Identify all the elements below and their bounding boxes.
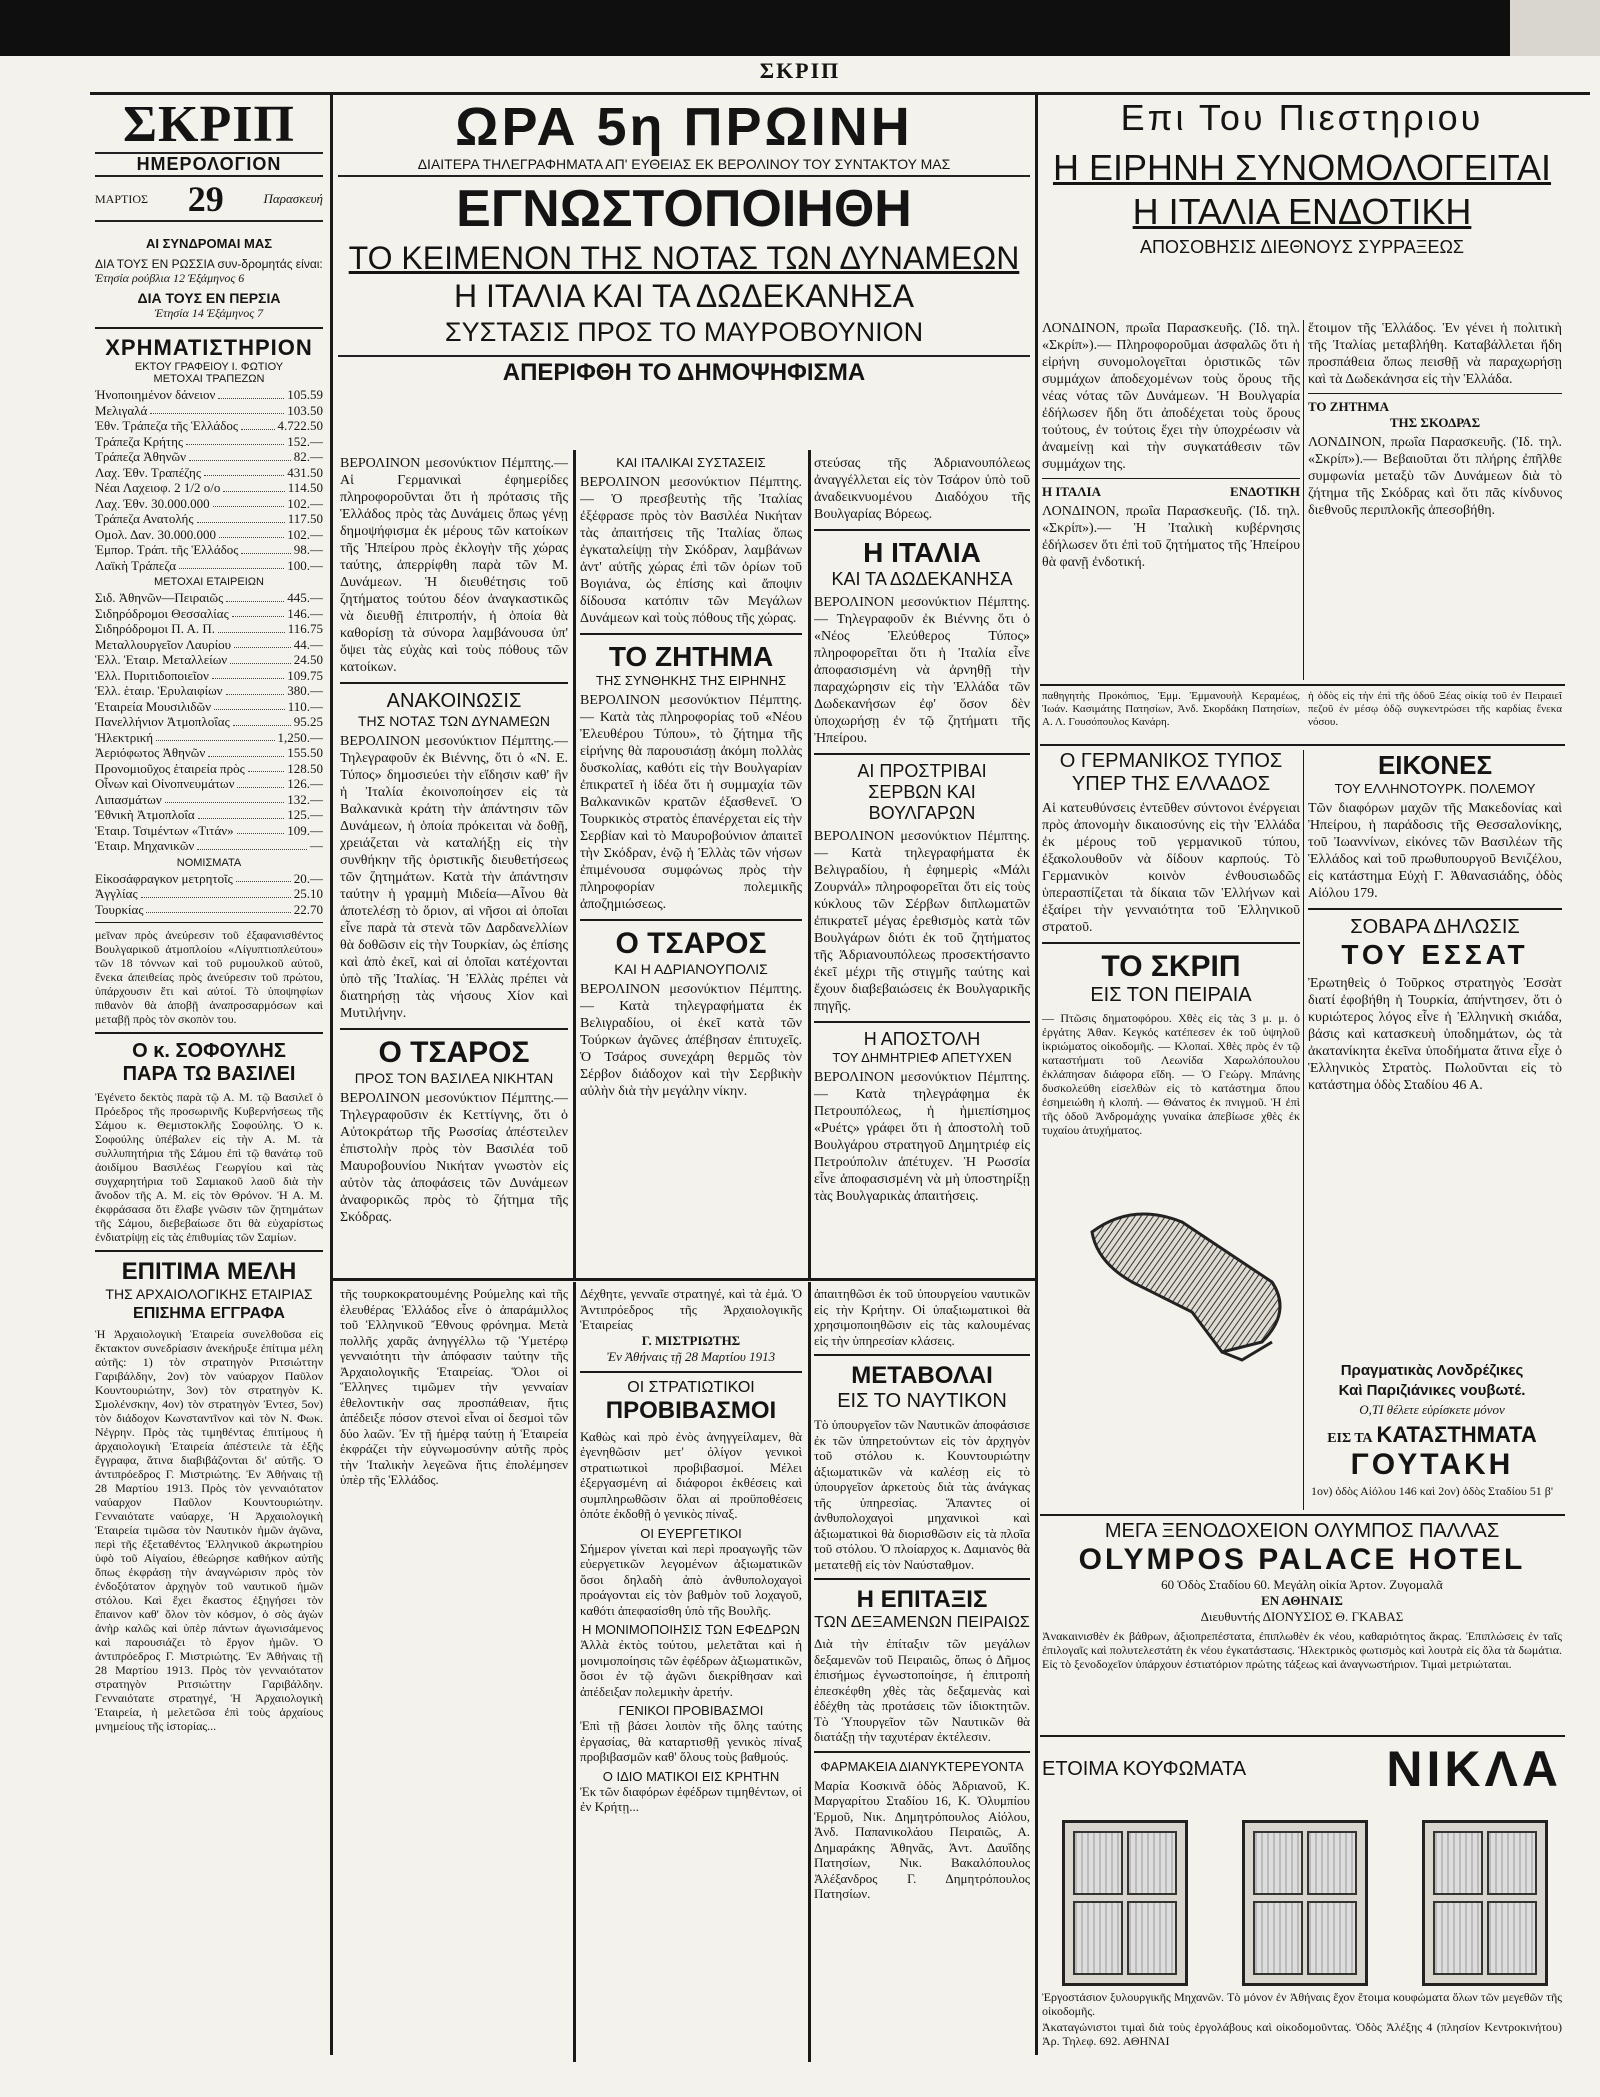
companies-value: 126.— bbox=[287, 776, 323, 791]
banks-value: 100.— bbox=[287, 557, 323, 573]
rule-v-right-a bbox=[1303, 320, 1304, 680]
ital-systaseis-title: ΚΑΙ ΙΤΑΛΙΚΑΙ ΣΥΣΤΑΣΕΙΣ bbox=[616, 455, 766, 470]
banks-row bbox=[95, 480, 323, 496]
right-col-c bbox=[1042, 750, 1300, 1190]
companies-name: Οἶνων καὶ Οἰνοπνευμάτων bbox=[95, 776, 235, 791]
headline-egnostopoiithi: ΕΓΝΩΣΤΟΠΟΙΗΘΗ bbox=[456, 180, 912, 238]
prov-sub1-text: Σήμερον γίνεται καὶ περὶ προαγωγῆς τῶν εὐεργετικῶν λεγομένων ἀξιωματικῶν ὅσοι δηλαδὴ ἀπὸ ἀνθυπολοχαγοὶ προάγονται εἰς τὸν βαθμὸν τοῦ λοχαγοῦ, καθότι ἀπεφασίσθη ὑπὸ τῆς Βουλῆς. bbox=[580, 1540, 802, 1618]
subs-russia-price: Έτησία ρούβλια 12 Έξάμηνος 6 bbox=[95, 271, 245, 285]
prov-sub2-text: Ἀλλὰ ἐκτὸς τούτου, μελετᾶται καὶ ἡ μονιμοποίησις τῶν ἐφέδρων ἀξιωματικῶν, ὅσοι ἐν τῷ ἀγῶνι διεκρίθησαν καὶ ἀπέδειξαν πολεμικὴν ἀρετήν. bbox=[580, 1637, 802, 1699]
banks-name: Λαχ. Έθν. Τραπέζης bbox=[95, 464, 201, 480]
epitima-subtitle2: ΕΠΙΣΗΜΑ ΕΓΓΡΑΦΑ bbox=[133, 1305, 285, 1322]
date-month: ΜΑΡΤΙΟΣ bbox=[95, 191, 148, 206]
right-col-b bbox=[1308, 320, 1562, 680]
press-headline-2: Η ΙΤΑΛΙΑ ΕΝΔΟΤΙΚΗ bbox=[1132, 191, 1472, 232]
metavolai-subtitle: ΕΙΣ ΤΟ ΝΑΥΤΙΚΟΝ bbox=[837, 1390, 1007, 1412]
companies-name: Ἑταιρ. Τσιμέντων «Τιτάν» bbox=[95, 822, 234, 838]
companies-row bbox=[95, 621, 323, 637]
left-logo: ΣΚΡΙΠ bbox=[123, 98, 295, 153]
calendar-title: ΗΜΕΡΟΛΟΓΙΟΝ bbox=[95, 152, 323, 177]
anak-text: ΒΕΡΟΛΙΝΟΝ μεσονύκτιον Πέμπτης.— Τηλεγραφοῦν ἐκ Βιέννης, ὅτι ὁ «Ν. Ε. Τύπος» δημοσιεύει τὴν εἴδησιν καθ' ἣν ἡ Ἰταλία ἐκοινοποίησεν εἰς τὰ Βαλκανικὰ κράτη τὴν ἀπάντησιν τῶν Δυνάμεων, ἡ ὁποία πρόκειται νὰ δοθῇ, χρειάζεται νὰ καταλήξῃ εἰς τὴν συνθήκην τῆς ὁριστικῆς διευθετήσεως τῶν ζητημάτων. Κατὰ τὴν ἀπάντησιν ταύτην ἡ γραμμὴ Μιδεία—Αἶνου θὰ ἀποτελέσῃ τὸ ὅριον, αἱ νῆσοι αἱ ὁποῖαι εἶνε παρὰ τὰ στενὰ τῶν Δαρδανελλίων θὰ δοθῶσιν εἰς τὴν Τουρκίαν, ὡς ἐπίσης καὶ ἀπὸ ἐκεῖ, καὶ αἱ ὁποῖαι κατέχονται ὑπὸ τῆς Ἰταλίας. Ἡ Ἑλλὰς πρέπει νὰ διατηρήσῃ τὰς νήσους Χίον καὶ Μυτιλήνην. bbox=[340, 734, 568, 1021]
companies-row bbox=[95, 668, 323, 684]
center-headlines bbox=[338, 98, 1030, 450]
rule-v-left bbox=[330, 95, 333, 2055]
companies-value: 109.75 bbox=[287, 667, 323, 683]
hotel-director: Διευθυντής ΔΙΟΝΥΣΙΟΣ Θ. ΓΚΑΒΑΣ bbox=[1200, 1609, 1404, 1624]
lower2-sign: Γ. ΜΙΣΤΡΙΩΤΗΣ bbox=[641, 1332, 741, 1348]
companies-name: Πανελλήνιον Ἀτμοπλοΐας bbox=[95, 714, 230, 729]
currency-value: 20.— bbox=[293, 870, 323, 886]
banks-value: 102.— bbox=[287, 495, 323, 511]
center-col-1 bbox=[340, 455, 568, 1275]
hotel-ad bbox=[1042, 1520, 1562, 1730]
date-day: 29 bbox=[187, 179, 224, 219]
companies-value: 380.— bbox=[287, 683, 323, 698]
companies-value: 445.— bbox=[287, 590, 323, 605]
press-b-text: ἕτοιμον τῆς Ἑλλάδος. Ἐν γένει ἡ πολιτικὴ τῆς Ἰταλίας μεταβλήθη. Καταβάλλεται ἤδη προσπάθεια ὅπως πεισθῇ νὰ παραχωρήσῃ καὶ τὰ Δωδεκάνησα εἰς τὴν Ἑλλάδα. bbox=[1308, 321, 1562, 387]
epitima-title: ΕΠΙΤΙΜΑ ΜΕΛΗ bbox=[121, 1258, 297, 1285]
companies-name: Σιδηρόδρομοι Θεσσαλίας bbox=[95, 605, 229, 621]
nikla-text: Ἐργοστάσιον ξυλουργικῆς Μηχανῶν. Τὸ μόνον ἐν Ἀθήναις ἔχον ἕτοιμα κουφώματα ὅλων τῶν μεγεθῶν τῆς οἰκοδομῆς. bbox=[1042, 1990, 1562, 2018]
anak-title: ΑΝΑΚΟΙΝΩΣΙΣ bbox=[386, 690, 522, 712]
companies-value: 146.— bbox=[287, 605, 323, 621]
door-illustration-1 bbox=[1062, 1820, 1188, 1986]
exchange-title: ΧΡΗΜΑΤΙΣΤΗΡΙΟΝ bbox=[105, 335, 313, 360]
metavolai-text: Τὸ ὑπουργεῖον τῶν Ναυτικῶν ἀποφάσισε ἐκ τῶν ὑπηρετούντων εἰς τὸν ἀρχηγὸν τοῦ στόλου κ. Κουντουριώτην ἀξιωματικῶν νὰ καλέσῃ εἰς τὸ ὑπουργεῖον ἀρκετοὺς διὰ τὰς ἀνάγκας τῆς ὑπηρεσίας. Ἅπαντες οἱ ἀνθυπολοχαγοὶ μηχανικοὶ καὶ ἀξιωματικοὶ θὰ διορισθῶσιν εἰς τὰ πλοῖα τοῦ στόλου. Ὁ πλοίαρχος κ. Δαμιανὸς θὰ μετατεθῇ εἰς τὸν Ναύσταθμον. bbox=[814, 1417, 1030, 1572]
banks-name: Ήνοποιημένον δάνειον bbox=[95, 387, 216, 402]
companies-value: 132.— bbox=[287, 791, 323, 807]
hotel-address: 60 Ὁδὸς Σταδίου 60. Μεγάλη οἰκία Ἀρτον. Ζυγομαλᾶ bbox=[1161, 1577, 1443, 1592]
companies-value: 110.— bbox=[287, 698, 323, 714]
right-col-a bbox=[1042, 320, 1300, 680]
shoe-illustration bbox=[1072, 1192, 1312, 1362]
companies-name: Ἀεριόφωτος Ἀθηνῶν bbox=[95, 745, 206, 760]
epitaxis-subtitle: ΤΩΝ ΔΕΞΑΜΕΝΩΝ ΠΕΙΡΑΙΩΣ bbox=[814, 1614, 1030, 1631]
right-mid-b bbox=[1308, 690, 1562, 740]
lower1-text: τῆς τουρκοκρατουμένης Ρούμελης καὶ τῆς ἐλευθέρας Ἑλλάδος εἶνε ὁ ἀπαράμιλλος τοῦ Ἑλληνικοῦ Ἔθνους φρόνημα. Μετὰ πολλῆς χαρᾶς ἀνηγγέλλω τῷ Ὑμετέρῳ γενναιότητι τὴν ἀπόφασιν ταύτην τῆς Ἀρχαιολογικῆς Ἑταιρείας. Ὅλοι οἱ Ἕλληνες τιμῶμεν τὴν γενναίαν ἐθελοντικὴν σας προσπάθειαν, ἥτις ἀπέδειξε πόσον στενοὶ εἶναι οἱ δεσμοὶ τῶν δύο λαῶν. Ἐν τῇ ἡμέρᾳ ταύτῃ ἡ Ἑταιρεία ἐκφράζει τὴν εὐγνωμοσύνην αὐτῆς πρὸς τὴν Ἰταλικὴν λεγεῶνα ἥτις ἐπολέμησεν ὑπὲρ τῆς Ἑλλάδος. bbox=[340, 1286, 568, 1487]
companies-name: Προνομιοῦχος ἑταιρεία πρὸς bbox=[95, 760, 245, 776]
shoe-ad bbox=[1042, 1192, 1562, 1512]
rule-v-l2 bbox=[808, 1282, 811, 2062]
currency-value: 22.70 bbox=[293, 901, 323, 917]
masthead-title: ΣΚΡΙΠ bbox=[759, 58, 841, 83]
headline-italia: Η ΙΤΑΛΙΑ ΚΑΙ ΤΑ ΔΩΔΕΚΑΝΗΣΑ bbox=[454, 278, 914, 314]
banks-row bbox=[95, 527, 323, 543]
prostrivai-subtitle: ΣΕΡΒΩΝ ΚΑΙ ΒΟΥΛΓΑΡΩΝ bbox=[868, 782, 976, 823]
prov-subtitle: ΠΡΟΒΙΒΑΣΜΟΙ bbox=[605, 1396, 777, 1424]
shoe-store-row bbox=[1302, 1422, 1562, 1448]
shoe-caption-1: Πραγματικὰς Λονδρέζικες bbox=[1340, 1362, 1524, 1379]
banks-value: 114.50 bbox=[287, 480, 323, 495]
banks-row bbox=[95, 418, 323, 434]
companies-name: Λιπασμάτων bbox=[95, 791, 162, 807]
banks-row bbox=[95, 449, 323, 465]
nikla-lead: ΕΤΟΙΜΑ ΚΟΥΦΩΜΑΤΑ bbox=[1042, 1757, 1247, 1780]
banks-list bbox=[95, 387, 323, 573]
sofoulis-subtitle: ΠΑΡΑ ΤΩ ΒΑΣΙΛΕΙ bbox=[122, 1063, 296, 1085]
col1-text: ΒΕΡΟΛΙΝΟΝ μεσονύκτιον Πέμπτης.— Αἱ Γερμανικαὶ ἐφημερίδες πληροφοροῦνται ὅτι ἡ πρότασις τῆς Ἑλλάδος πρὸς τὰς Δυνάμεις ὅπως γένῃ δημοψήφισμα ἐκ μέρους τῶν κατοίκων τῆς Ἠπείρου πρὸς ἐκλογὴν τῆς χώρας ταύτης, ἀπερρίφθη παρὰ τῶν Μ. Δυνάμεων. Ἡ διευθέτησις τοῦ ζητήματος τούτου δέον ἀναγκαστικῶς νὰ διευθῇ ἐπιτροπήν, ἡ ὁποία θὰ καθορίσῃ τὰ σύνορα λαμβάνουσα ὑπ' ὄψει τὰς εὐχὰς καὶ τοὺς πόθους τῶν κατοίκων. bbox=[340, 456, 568, 675]
shoe-store-address: 1ον) ὁδὸς Αἰόλου 146 καὶ 2ον) ὁδὸς Σταδίου 51 β' bbox=[1310, 1484, 1554, 1498]
eikones-text: Τῶν διαφόρων μαχῶν τῆς Μακεδονίας καὶ Ἠπείρου, ἡ παράδοσις τῆς Θεσσαλονίκης, τοῦ Ἰωαννίνων, εἰκόνες τῶν Βασιλέων τῆς Ἑλλάδος καὶ τοῦ πρωθυπουργοῦ Βενιζέλου, εἰς κατάστημα Εὐχὴ Γ. Ἀθανασιάδης, ὁδὸς Αἰόλου 179. bbox=[1308, 801, 1562, 901]
shoe-caption-2: Καὶ Παριζιάνικες νουβωτέ. bbox=[1338, 1382, 1526, 1399]
companies-list bbox=[95, 590, 323, 854]
center-col-3 bbox=[814, 455, 1030, 1275]
banks-value: 105.59 bbox=[287, 387, 323, 402]
tsaros2-text: ΒΕΡΟΛΙΝΟΝ μεσονύκτιον Πέμπτης.— Κατὰ τηλεγραφήματα ἐκ Βελιγραδίου, οἱ ἐκεῖ κατὰ τῶν Τούρκων ἀγῶνες ἀπέβησαν ἐπιτυχεῖς. Ὁ Τσάρος συνεχάρη θερμῶς τὸν Σέρβον διάδοχον καὶ τὴν Σερβικὴν αὐλὴν διὰ τὴν μεγάλην νίκην. bbox=[580, 982, 802, 1099]
banks-value: 103.50 bbox=[287, 402, 323, 418]
eikones-title: ΕΙΚΟΝΕΣ bbox=[1377, 750, 1493, 780]
epitaxis-title: Η ΕΠΙΤΑΞΙΣ bbox=[856, 1586, 988, 1613]
banks-row bbox=[95, 511, 323, 527]
companies-value: 155.50 bbox=[287, 745, 323, 760]
zitima-title: ΤΟ ΖΗΤΗΜΑ bbox=[608, 641, 774, 672]
right-rule-3 bbox=[1040, 1514, 1565, 1516]
banks-row bbox=[95, 558, 323, 574]
hotel-city: ΕΝ ΑΘΗΝΑΙΣ bbox=[1261, 1593, 1343, 1608]
mid-rule bbox=[333, 1278, 1035, 1281]
companies-name: Ἠλεκτρική bbox=[95, 729, 154, 745]
companies-name: Ἑταιρεία Μουσιλιδῶν bbox=[95, 698, 211, 714]
door-illustration-3 bbox=[1422, 1820, 1548, 1986]
right-rule-2 bbox=[1040, 744, 1565, 746]
banks-value: 102.— bbox=[287, 526, 323, 542]
rule-v-c1 bbox=[573, 450, 576, 1280]
companies-value: 125.— bbox=[287, 807, 323, 822]
banks-row bbox=[95, 403, 323, 419]
tsaros2-title: Ο ΤΣΑΡΟΣ bbox=[615, 927, 767, 960]
esat-title: ΣΟΒΑΡΑ ΔΗΛΩΣΙΣ bbox=[1350, 916, 1520, 938]
banks-row bbox=[95, 387, 323, 403]
hotel-title: ΜΕΓΑ ΞΕΝΟΔΟΧΕΙΟΝ ΟΛΥΜΠΟΣ ΠΑΛΛΑΣ bbox=[1104, 1520, 1500, 1542]
hotel-name-en: OLYMPOS PALACE HOTEL bbox=[1078, 1543, 1526, 1576]
currency-name: Ἀγγλίας bbox=[95, 886, 138, 901]
currency-row bbox=[95, 902, 323, 918]
prostrivai-title: ΑΙ ΠΡΟΣΤΡΙΒΑΙ bbox=[857, 761, 987, 781]
lower-col-1 bbox=[340, 1286, 568, 2066]
banks-row bbox=[95, 496, 323, 512]
subs-persia-price: Έτησία 14 Έξάμηνος 7 bbox=[154, 306, 264, 320]
hotel-text: Ἀνακαινισθὲν ἐκ βάθρων, ἀξιοπρεπέστατα, ἐπιπλωθὲν ἐκ νέου, καθαριότητος ἄκρας. Ἐπιπλώσεις ἐν ταῖς ἐπιλογαῖς καὶ πολυτελεστάτη ἐκ νέου ἐγκατάστασις. Ἡλεκτρικὸς φωτισμὸς καὶ λουτρὰ εἰς ὅλα τὰ δωμάτια. Εἰς τὸ ξενοδοχεῖον ὑπάρχουν ἐστιατόριον πρώτης τάξεως καὶ ἀναγνωστήριον. Τιμαὶ μετριώταται. bbox=[1042, 1629, 1562, 1671]
prov-text: Καθὼς καὶ πρὸ ἐνὸς ἀνηγγείλαμεν, θὰ ἐγενηθῶσιν μετ' ὀλίγον γενικοὶ στρατιωτικοὶ προβιβασμοί. Μέλει ἐξεργασμένη αἱ διάφοροι ἐκθέσεις καὶ συμπληρωθῶσιν ὅλαι αἱ προϋποθέσεις ὁπότε ἐκδοθῇ ὁ γενικὸς πίναξ. bbox=[580, 1428, 802, 1521]
companies-row bbox=[95, 606, 323, 622]
subs-persia: ΔΙΑ ΤΟΥΣ ΕΝ ΠΕΡΣΙΑ bbox=[137, 290, 281, 306]
tsaros-title: Ο ΤΣΑΡΟΣ bbox=[378, 1036, 530, 1069]
typos-subtitle: ΥΠΕΡ ΤΗΣ ΕΛΛΑΔΟΣ bbox=[1071, 773, 1271, 795]
companies-name: Ἑλλ. Πυριτιδοποιεῖον bbox=[95, 667, 209, 683]
banks-name: Έμπορ. Τράπ. τῆς Ἑλλάδος bbox=[95, 542, 239, 557]
companies-value: 116.75 bbox=[287, 621, 323, 636]
main-headline: ΩΡΑ 5η ΠΡΩΙΝΗ bbox=[455, 98, 913, 157]
currency-row bbox=[95, 871, 323, 887]
exchange-banks-title: ΜΕΤΟΧΑΙ ΤΡΑΠΕΖΩΝ bbox=[153, 373, 265, 385]
epitima-subtitle: ΤΗΣ ΑΡΧΑΙΟΛΟΓΙΚΗΣ ΕΤΑΙΡΙΑΣ bbox=[105, 1286, 313, 1302]
banks-name: Ομολ. Δαν. 30.000.000 bbox=[95, 526, 216, 542]
farmakeia-text: Μαρία Κοσκινᾶ ὁδὸς Ἀδριανοῦ, Κ. Μαργαρίτου Σταδίου 16, Κ. Ὀλυμπίου Ἑρμοῦ, Νικ. Δημητρόπουλος Αἰόλου, Ἀνδ. Παπανικολάου Πειραιῶς, Α. Δημαράκης Ἀθηνᾶς, Ἀντ. Δαυΐδης Πατησίων, Νικ. Βακαλόπουλος Ἀλέξανδρος Γ. Δημητρόπουλος Πατησίων. bbox=[814, 1777, 1030, 1901]
companies-row bbox=[95, 714, 323, 730]
top-black-strip bbox=[0, 0, 1600, 56]
companies-row bbox=[95, 792, 323, 808]
eikones-subtitle: ΤΟΥ ΕΛΛΗΝΟΤΟΥΡΚ. ΠΟΛΕΜΟΥ bbox=[1334, 781, 1536, 796]
subs-title: ΑΙ ΣΥΝΔΡΟΜΑΙ ΜΑΣ bbox=[145, 236, 273, 251]
italia-subtitle: ΚΑΙ ΤΑ ΔΩΔΕΚΑΝΗΣΑ bbox=[831, 569, 1013, 589]
epitaxis-text: Διὰ τὴν ἐπίταξιν τῶν μεγάλων δεξαμενῶν τοῦ Πειραιῶς, ὅπως ὁ Δῆμος ἐπισήμως ἐγνωστοποίησε, ἡ ἐπιτροπὴ ἐπεσκέφθη χθὲς τὰς δεξαμενὰς καὶ ἐδέχθη τὰς προτάσεις τῶν ἰδιοκτητῶν. Τὸ Ὑπουργεῖον τῶν Ναυτικῶν θὰ διατάξῃ τὴν ταχυτέραν ἐκτέλεσιν. bbox=[814, 1636, 1030, 1744]
sofoulis-text: Ἐγένετο δεκτὸς παρὰ τῷ Α. Μ. τῷ Βασιλεῖ ὁ Πρόεδρος τῆς προσωρινῆς Κυβερνήσεως τῆς Σάμου κ. Θεμιστοκλῆς Σοφούλης. Ὁ κ. Σοφούλης ὑπέβαλεν εἰς τὴν Α. Μ. τὰ συλλυπητήρια τῆς Σάμου ἐπὶ τῷ θανάτῳ τοῦ ἀοιδίμου Βασιλέως Γεωργίου καὶ τὰς συγχαρητήρια τοῦ Σαμιακοῦ λαοῦ διὰ τὴν ἄνοδον τῆς Α. Μ. εἰς τὸν Θρόνον. Ἡ Α. Μ. ἐκφράσασα ὅτι ἔλαβε γνῶσιν τῶν ζητημάτων τῆς Σάμου, διεβεβαίωσε ὅτι θὰ εὐχαρίστως ἐνδιατρίψῃ εἰς τὰς ἐπιθυμίας τῶν Σαμίων. bbox=[95, 1090, 323, 1244]
zitima-text: ΒΕΡΟΛΙΝΟΝ μεσονύκτιον Πέμπτης.— Κατὰ τὰς πληροφορίας τοῦ «Νέου Ἐλευθέρου Τύπου», τὸ ζήτημα τῆς εἰρήνης θὰ παρουσιάσῃ ἀκόμη πολλὰς δυσκολίας, καθότι εἰς τὴν Βουλγαρίαν ἐπικρατεῖ ἡ ἰδέα ὅτι ἡ συμμαχία τῶν Βαλκανικῶν κρατῶν ἐξασθενεῖ. Ὁ Τουρκικὸς στρατὸς ἐπανέρχεται εἰς τὴν Σερβίαν καὶ τὸ Μαυροβούνιον ἀπαιτεῖ τὴν Σκόδραν, ἐνῷ ἡ Ἑλλὰς τῶν νήσων ἐπιμένουσα συμφώνως πρὸς τὴν πληροφορίαν πολεμικῆς ἀποζημιώσεως. bbox=[580, 693, 802, 912]
left-column bbox=[95, 98, 323, 2078]
banks-name: Τράπεζα Ἀθηνῶν bbox=[95, 449, 186, 464]
prostrivai-text: ΒΕΡΟΛΙΝΟΝ μεσονύκτιον Πέμπτης.— Κατὰ τηλεγραφήματα ἐκ Βελιγραδίου, ἡ ἐφημερὶς «Μάλι Ζουρνάλ» πληροφορεῖται ὅτι εἰς τοὺς κύκλους τῶν Σέρβων διπλωματῶν ἐπικρατεῖ μέγας ἐρεθισμὸς κατὰ τῶν Βουλγάρων διότι ἐκ τοῦ ζητήματος τῆς Ἀδριανουπόλεως προσεκτήσαντο ἐκεῖ μέχρι τῆς στιγμῆς ταύτης καὶ ἔχουν διαβεβαιώσεις ἐκ Βουλγαρικῆς πηγῆς. bbox=[814, 829, 1030, 1014]
companies-name: Σιδ. Ἀθηνῶν—Πειραιῶς bbox=[95, 590, 224, 605]
currency-list bbox=[95, 871, 323, 918]
lower2-text: Δέχθητε, γενναῖε στρατηγέ, καὶ τὰ ἐμά. Ὁ Ἀντιπρόεδρος τῆς Ἀρχαιολογικῆς Ἑταιρείας bbox=[580, 1286, 802, 1332]
italia-text: ΒΕΡΟΛΙΝΟΝ μεσονύκτιον Πέμπτης.— Τηλεγραφοῦν ἐκ Βιέννης ὅτι ὁ «Νέος Ἐλεύθερος Τύπος» πληροφορεῖται ὅτι ἡ Ἰταλία εἶνε ἀποφασισμένη νὰ ἀρνηθῇ τὴν παραχώρησιν εἰς τὴν Ἑλλάδα τῶν Δωδεκανήσων ἐφ' ὅσον δὲν ὑποχωρήσῃ ἐν τῷ ζητήματι τῆς Ἠπείρου. bbox=[814, 595, 1030, 746]
apostoli-title: Η ΑΠΟΣΤΟΛΗ bbox=[863, 1029, 981, 1049]
companies-value: 1,250.— bbox=[277, 729, 323, 745]
headline-keimenon: ΤΟ ΚΕΙΜΕΝΟΝ ΤΗΣ ΝΟΤΑΣ ΤΩΝ ΔΥΝΑΜΕΩΝ bbox=[348, 240, 1020, 276]
italia-heading: Η ΙΤΑΛΙΑ bbox=[1042, 484, 1101, 499]
right-headlines bbox=[1042, 96, 1562, 316]
metavolai-top-text: ἀπαιτηθῶσι ἐκ τοῦ ὑπουργείου ναυτικῶν εἰς τὴν Κρήτην. Οἱ ὑπαξιωματικοὶ θὰ χρησιμοποιηθῶσιν εἰς τὰς καλουμένας εἰς τὴν ὑπηρεσίαν κλάσεις. bbox=[814, 1286, 1030, 1348]
companies-value: — bbox=[310, 838, 323, 853]
tsaros-subtitle: ΠΡΟΣ ΤΟΝ ΒΑΣΙΛΕΑ ΝΙΚΗΤΑΝ bbox=[354, 1070, 554, 1086]
companies-row bbox=[95, 590, 323, 606]
metavolai-title: ΜΕΤΑΒΟΛΑΙ bbox=[851, 1362, 993, 1389]
companies-name: Μεταλλουργεῖον Λαυρίου bbox=[95, 636, 232, 652]
companies-row bbox=[95, 807, 323, 823]
shoe-caption-3: Ο,ΤΙ θέλετε εὑρίσκετε μόνον bbox=[1359, 1402, 1505, 1417]
companies-value: 95.25 bbox=[293, 714, 323, 729]
companies-value: 109.— bbox=[287, 822, 323, 838]
banks-row bbox=[95, 542, 323, 558]
companies-row bbox=[95, 699, 323, 715]
mid-text-a: παθηγητὴς Προκόπιος, Ἐμμ. Ἐμμανουὴλ Κεραμέως, Ἰωάν. Κασιμάτης Πατησίων, Ἀνδ. Σκορδάκη Πατησίων, Α. Λ. Γουσόπουλος Κανάρη. bbox=[1042, 690, 1300, 728]
prov-sub3-text: Ἐπὶ τῇ βάσει λοιπὸν τῆς ὅλης ταύτης ἐργασίας, θὰ καταρτισθῇ γενικὸς πίναξ προβιβασμῶν καθ' ὅλους τοὺς βαθμούς. bbox=[580, 1718, 802, 1764]
shoe-store-lead: ΕΙΣ ΤΑ bbox=[1327, 1431, 1373, 1446]
banks-row bbox=[95, 434, 323, 450]
currency-value: 25.10 bbox=[293, 886, 323, 901]
companies-row bbox=[95, 652, 323, 668]
subs-russia: ΔΙΑ ΤΟΥΣ ΕΝ ΡΩΣΣΙΑ συν-δρομητάς είναι: bbox=[95, 257, 323, 271]
apostoli-text: ΒΕΡΟΛΙΝΟΝ μεσονύκτιον Πέμπτης.— Κατὰ τηλεγράφημα ἐκ Πετρουπόλεως, ἡ ἡμιεπίσημος «Ρυέτς» γράφει ὅτι ἡ ἀποστολὴ τοῦ Βουλγάρου στρατηγοῦ Δημητριέφ εἰς Πετρούπολιν ἀπέτυχεν. Ἡ Ρωσσία εἶνε ἀποφασισμένη νὰ μὴ ὑποστηρίξῃ τὰς Βουλγαρικὰς ἀπαιτήσεις. bbox=[814, 1070, 1030, 1204]
lower2-date: Ἐν Ἀθήναις τῇ 28 Μαρτίου 1913 bbox=[606, 1348, 776, 1364]
apostoli-subtitle: ΤΟΥ ΔΗΜΗΤΡΙΕΦ ΑΠΕΤΥΧΕΝ bbox=[832, 1050, 1012, 1065]
rule-v-l1 bbox=[573, 1282, 576, 2062]
prov-sub4-text: Ἐκ τῶν διαφόρων ἐφέδρων τιμηθέντων, οἱ ἐν Κρήτῃ... bbox=[580, 1783, 802, 1814]
banks-value: 152.— bbox=[287, 433, 323, 449]
companies-value: 44.— bbox=[293, 636, 323, 652]
nikla-header-row bbox=[1042, 1740, 1562, 1798]
pireus-text: — Πτῶσις δηματοφόρου. Χθὲς εἰς τὰς 3 μ. μ. ὁ ἐργάτης Ἀθαν. Κεγκός κατέπεσεν ἐκ τοῦ ὑψηλοῦ ἰκριώματος οἰκοδομῆς. — Κλοπαί. Χθὲς πρὸς ἐν τῷ καταστήματι τοῦ Λεωνίδα Χαρωλόπουλου ἐκλάπησαν διάφορα εἴδη. — Ὁ Γεώργ. Μπάνης δυσκολεύθη εἰσελθὼν εἰς τὸ κατάστημα ὅπου ἐσημειώθη ἡ κλοπή. — Θάνατος ἐκ πνιγμοῦ. Ἡ ἐπὶ τῆς ὁδοῦ Ἀνδρομάχης γυναίκα ἀπεβίωσε χθὲς ἐκ τυχαίου ἀτυχήματος. bbox=[1042, 1011, 1300, 1137]
epitima-text: Ἡ Ἀρχαιολογικὴ Ἑταιρεία συνελθοῦσα εἰς ἔκτακτον συνεδρίασιν ἀνεκήρυξε ἐπίτιμα μέλη αὐτῆς: 1) τὸν στρατηγὸν Ριτσιώττην Γαριβάλδην, 2ον) τὸν ναύαρχον Παῦλον Κουντουριώτην, 3ον) τὸν στρατηγὸν Κ. Σμολένσκην, 4ον) τὸν στρατηγὸν Ἐντεσ, 5ον) τὸν διάδοχον Κωνσταντῖνον καὶ τὸν Ν. Φωκ. Νέγρην. Πρὸς τὰς τιμηθέντας ἐπιτίμους ἡ ἀρχαιολογικὴ Ἑταιρεία ἀπέστειλε τὰ ἑξῆς ἔγγραφα, ἅτινα διαβιβάζονται δι' αὐτῆς. Ὁ ἀντιπρόεδρος Γ. Μιστριώτης. Ἐν Ἀθήναις τῇ 28 Μαρτίου 1913. Πρὸς τὸν γενναιότατον ναύαρχον Παῦλον Κουντουριώτην. Γενναιότατε ναύαρχε, Ἡ Ἀρχαιολογικὴ Ἑταιρεία τιμῶσα τὸν Ναυτικὸν ἡμῶν ἀγῶνα, περὶ τῆς ἐξεταθέντος Ἑλληνικοῦ ἀκρωτηρίου ὑφὸ τοῦ Αἰγαίου, ἐθεώρησε καθήκον αὐτῆς ὅπως ἐκφράσῃ τὴν ἀναγνώρισιν πρὸς τὸν ἐνδοξότατον ἀρχηγὸν τοῦ ναυτικοῦ ἡμῶν στόλου. Καὶ ἔχει ἕκαστος ἐξηγήσει τὸν ἔπαινον καθ' ὅλον τὸν κόσμον, ὁ σὸς ἀγὼν ἀνὴρ καλῶς καὶ ὑπὲρ πάντων ἀγωνισάμενος καὶ παρουσιάζει τὸ ἔργον ἡμῶν. Ὁ ἀντιπρόεδρος Γ. Μιστριώτης. Ἐν Ἀθήναις τῇ 28 Μαρτίου 1913. Πρὸς τὸν γενναιότατον στρατηγὸν Ριτσιώττην Γαριβάλδην. Γενναιότατε στρατηγέ, Ἡ Ἀρχαιολογικὴ Ἑταιρεία, ἡ μελετῶσα ἐπὶ τοὺς ἀρχαίους μνημείους τῆς ἱστορίας... bbox=[95, 1327, 323, 1733]
companies-name: Ἑταιρ. Μηχανικῶν bbox=[95, 838, 195, 853]
pireus-subtitle: ΕΙΣ ΤΟΝ ΠΕΙΡΑΙΑ bbox=[1090, 984, 1252, 1006]
banks-name: Έθν. Τράπεζα τῆς Ἑλλάδος bbox=[95, 418, 238, 433]
esat-subtitle: ΤΟΥ ΕΣΣΑΤ bbox=[1341, 939, 1529, 970]
prov-sub2: Η ΜΟΝΙΜΟΠΟΙΗΣΙΣ ΤΩΝ ΕΦΕΔΡΩΝ bbox=[581, 1622, 801, 1637]
companies-name: Ἐθνικὴ Ἀτμοπλοΐα bbox=[95, 807, 195, 822]
prov-title: ΟΙ ΣΤΡΑΤΙΩΤΙΚΟΙ bbox=[627, 1378, 755, 1396]
prov-sub1: ΟΙ ΕΥΕΡΓΕΤΙΚΟΙ bbox=[640, 1525, 742, 1541]
anak-subtitle: ΤΗΣ ΝΟΤΑΣ ΤΩΝ ΔΥΝΑΜΕΩΝ bbox=[357, 713, 550, 729]
date-weekday: Παρασκευή bbox=[263, 191, 323, 206]
ital-systaseis-text: ΒΕΡΟΛΙΝΟΝ μεσονύκτιον Πέμπτης.— Ὁ πρεσβευτὴς τῆς Ἰταλίας ἐξέφρασε πρὸς τὸν Βασιλέα Νικήταν τὰς ἀπαιτήσεις τῆς Ἰταλίας ὅπως ἐγκαταλείψῃ τὴν Σκόδραν, λαμβάνων ἀντ' αὐτῆς χώρας ἐπὶ τῶν ὁρίων τοῦ Βογιάνα, ὡς ἐπίσης καὶ ἄποψιν δίδουσα κατόπιν τῶν Μεγάλων Δυνάμεων καὶ τοὺς πόθους τῆς χώρας. bbox=[580, 475, 802, 626]
door-illustration-2 bbox=[1242, 1820, 1368, 1986]
note-text: μεῖναν πρὸς ἀνεύρεσιν τοῦ ἐξαφανισθέντος Βουλγαρικοῦ ἀτμοπλοίου «Λίγυπτιοπλεύτου» τῶν 18 τόννων καὶ τοῦ ρυμουλκοῦ αὐτοῦ, ἕνεκα ἀπειθείας πρὸς ἀνεύρεσιν τοῦ πρώτου, ὑπάρχουσιν ἔτι καὶ αὐτοί. Τὸ ὑποψηφίων πιθανὸν θὰ ἀποβῇ ἀναπροσαρμόσων καὶ μεταβῇ πρὸς τὸν σκοπὸν του. bbox=[95, 928, 323, 1026]
banks-row bbox=[95, 465, 323, 481]
banks-value: 4.722.50 bbox=[277, 418, 323, 433]
companies-row bbox=[95, 730, 323, 746]
rule-v-c2 bbox=[808, 450, 811, 1280]
companies-row bbox=[95, 823, 323, 839]
headline-systasis: ΣΥΣΤΑΣΙΣ ΠΡΟΣ ΤΟ ΜΑΥΡΟΒΟΥΝΙΟΝ bbox=[444, 317, 924, 347]
esat-text: Ἐρωτηθεὶς ὁ Τοῦρκος στρατηγὸς Ἐσσὰτ διατί ἐφοβήθη ἡ Τουρκία, ἀπήντησεν, ὅτι ὁ κυριώτερος λόγος εἶνε ἡ Ἑλληνικὴ σκιάδα, βάσις καὶ κατασκευὴ ὑποδημάτων, ὡς τὰ ἀκατανίκητα ἐκεῖνα ὑποδήματα ἅτινα εἶχε ὁ Ἑλληνικὸς Στρατὸς. Πωλοῦνται εἰς τὸ κατάστημα ὁδὸς Σταδίου 46 Α. bbox=[1308, 976, 1562, 1093]
right-rule-4 bbox=[1040, 1735, 1565, 1737]
currency-row bbox=[95, 886, 323, 902]
top-strip-gap bbox=[1510, 0, 1600, 56]
press-section-title: Επι Του Πιεστηριου bbox=[1120, 97, 1484, 138]
banks-value: 82.— bbox=[293, 449, 323, 464]
currency-title: ΝΟΜΙΣΜΑΤΑ bbox=[176, 856, 242, 869]
banks-value: 431.50 bbox=[287, 464, 323, 480]
skodra-subtitle: ΤΗΣ ΣΚΟΔΡΑΣ bbox=[1389, 415, 1481, 430]
companies-name: Ἑλλ. ἑταιρ. Ἑρυλαιφίων bbox=[95, 683, 223, 698]
italia-title: Η ΙΤΑΛΙΑ bbox=[863, 537, 981, 568]
pireus-title: ΤΟ ΣΚΡΙΠ bbox=[1101, 950, 1241, 983]
press-a-text: ΛΟΝΔΙΝΟΝ, πρωΐα Παρασκευῆς. (Ἰδ. τηλ. «Σκρίπ»).— Πληροφοροῦμαι ἀσφαλῶς ὅτι ἡ εἰρήνη συνομολογεῖται ὁριστικῶς τῶν συμμάχων ἀποδεχομένων τοὺς ὅρους τῆς νέας νότας τῶν Δυνάμεων. Ἡ Βουλγαρία ἐδήλωσεν ἤδη ὅτι ἀποδέχεται τοὺς ὅρους τούτους, ἐν τούτοις ἔχει τὴν ὑποχρέωσιν νὰ ἀναμείνῃ καὶ τὴν συγκατάθεσιν τῶν συμμάχων της. bbox=[1042, 321, 1300, 472]
prov-sub4: Ο ΙΔΙΟ ΜΑΤΙΚΟΙ ΕΙΣ ΚΡΗΤΗΝ bbox=[602, 1768, 780, 1784]
tsaros-text: ΒΕΡΟΛΙΝΟΝ μεσονύκτιον Πέμπτης.— Τηλεγραφοῦσιν ἐκ Κεττίγνης, ὅτι ὁ Αὐτοκράτωρ τῆς Ρωσσίας ἀπέστειλεν ἐπιστολὴν πρὸς τὸν Βασιλέα τοῦ Μαυροβουνίου Νικήταν γνωστὸν εἰς αὐτὸν τὰς ἀποφάσεις τῶν Δυνάμεων ἀναφορικῶς πρὸς τὸ ζήτημα τῆς Σκόδρας. bbox=[340, 1091, 568, 1225]
skodra-title: ΤΟ ΖΗΤΗΜΑ bbox=[1308, 399, 1390, 414]
shoe-store-name: ΓΟΥΤΑΚΗ bbox=[1350, 1448, 1514, 1481]
lower-col-3 bbox=[814, 1286, 1030, 2066]
banks-name: Τράπεζα Ανατολής bbox=[95, 511, 194, 526]
typos-text: Αἱ κατευθύνσεις ἐντεῦθεν σύντονοι ἐνέργειαι πρὸς ἀπονομὴν δικαιοσύνης εἰς τὴν Ἑλλάδα ἐκ μέρους τοῦ γερμανικοῦ τύπου, ἐξακολουθοῦν νὰ δίδουν καρπούς. Τὸ Γερμανικὸν κοινὸν ἐνθουσιωδῶς ὑπερασπίζεται τὰ δίκαια τῶν Ἑλλήνων καὶ ἐξαίρει τὴν γενναιότητα τοῦ Ἑλληνικοῦ στρατοῦ. bbox=[1042, 801, 1300, 935]
adrianou-text: στεύσας τῆς Ἀδριανουπόλεως ἀναγγέλλεται εἰς τὸν Τσάρον ὑπὸ τοῦ ἀναδεικνυομένου Διαδόχου τῆς Βουλγαρίας Βόρεως. bbox=[814, 456, 1030, 522]
companies-value: 24.50 bbox=[293, 652, 323, 667]
italia-endotiki-row bbox=[1042, 484, 1300, 500]
companies-row bbox=[95, 745, 323, 761]
companies-name: Σιδηρόδρομοι Π. Α. Π. bbox=[95, 621, 216, 636]
currency-name: Εἰκοσάφραγκον μετρητοῖς bbox=[95, 870, 233, 886]
skodra-text: ΛΟΝΔΙΝΟΝ, πρωΐα Παρασκευῆς. (Ἰδ. τηλ. «Σκρίπ»).— Βεβαιοῦται ὅτι πλήρης ἐπῆλθε συμφωνία μεταξὺ τῶν Δυνάμεων διὰ τὸ ζήτημα τῆς Σκόδρας καὶ ὅτι πᾶς κίνδυνος διεθνοῦς περιπλοκῆς ἀπεσοβήθη. bbox=[1308, 435, 1562, 518]
companies-value: 128.50 bbox=[287, 760, 323, 776]
center-col-2 bbox=[580, 455, 802, 1275]
zitima-subtitle: ΤΗΣ ΣΥΝΘΗΚΗΣ ΤΗΣ ΕΙΡΗΝΗΣ bbox=[595, 673, 787, 688]
companies-row bbox=[95, 683, 323, 699]
press-italia-text: ΛΟΝΔΙΝΟΝ, πρωΐα Παρασκευῆς. (Ἰδ. τηλ. «Σκρίπ»).— Ἡ Ἰταλικὴ κυβέρνησις ἐδήλωσεν ὅτι ἐπὶ τοῦ ζητήματος τῆς Ἠπείρου θὰ φανῇ ἐνδοτική. bbox=[1042, 504, 1300, 570]
banks-value: 117.50 bbox=[287, 511, 323, 526]
banks-name: Μελιγαλά bbox=[95, 402, 148, 418]
lower-col-2 bbox=[580, 1286, 802, 2066]
nikla-name: ΝΙΚΛΑ bbox=[1386, 1741, 1562, 1797]
companies-row bbox=[95, 637, 323, 653]
banks-name: Τράπεζα Κρήτης bbox=[95, 433, 184, 449]
press-headline-3: ΑΠΟΣΟΒΗΣΙΣ ΔΙΕΘΝΟΥΣ ΣΥΡΡΑΞΕΩΣ bbox=[1139, 237, 1465, 257]
headline-aperifthi: ΑΠΕΡΙΦΘΗ ΤΟ ΔΗΜΟΨΗΦΙΣΜΑ bbox=[338, 355, 1030, 389]
rule-v-right bbox=[1035, 95, 1038, 2055]
companies-row bbox=[95, 838, 323, 854]
banks-name: Λαχ. Έθν. 30.000.000 bbox=[95, 495, 210, 511]
top-rule bbox=[90, 92, 1590, 95]
companies-row bbox=[95, 776, 323, 792]
banks-name: Νέαι Λαχειοφ. 2 1/2 ο/ο bbox=[95, 480, 221, 495]
main-subhead: ΔΙΑΙΤΕΡΑ ΤΗΛΕΓΡΑΦΗΜΑΤΑ ΑΠ' ΕΥΘΕΙΑΣ ΕΚ ΒΕΡΟΛΙΝΟΥ ΤΟΥ ΣΥΝΤΑΚΤΟΥ ΜΑΣ bbox=[338, 156, 1030, 177]
sofoulis-title: Ο κ. ΣΟΦΟΥΛΗΣ bbox=[132, 1040, 286, 1062]
companies-row bbox=[95, 761, 323, 777]
right-mid-a bbox=[1042, 690, 1300, 740]
exchange-other-title: ΜΕΤΟΧΑΙ ΕΤΑΙΡΕΙΩΝ bbox=[154, 576, 264, 588]
typos-title: Ο ΓΕΡΜΑΝΙΚΟΣ ΤΥΠΟΣ bbox=[1059, 750, 1283, 772]
shoe-store-label: ΚΑΤΑΣΤΗΜΑΤΑ bbox=[1376, 1422, 1537, 1447]
farmakeia-title: ΦΑΡΜΑΚΕΙΑ ΔΙΑΝΥΚΤΕΡΕΥΟΝΤΑ bbox=[820, 1758, 1024, 1774]
endotiki-heading: ΕΝΔΟΤΙΚΗ bbox=[1230, 484, 1300, 499]
banks-value: 98.— bbox=[293, 542, 323, 557]
companies-name: Ἑλλ. Ἑταιρ. Μεταλλείων bbox=[95, 652, 228, 667]
nikla-text-2: Ἀκαταγώνιστοι τιμαὶ διὰ τοὺς ἐργολάβους καὶ οἰκοδομοῦντας. Ὁδὸς Ἀλέξης 4 (πλησίον Κεντροκινήτου) Ἀρ. Τηλεφ. 692. ΑΘΗΝΑΙ bbox=[1042, 2020, 1562, 2048]
right-rule-1 bbox=[1040, 684, 1565, 686]
banks-name: Λαϊκὴ Τράπεζα bbox=[95, 557, 177, 573]
press-headline-1: Η ΕΙΡΗΝΗ ΣΥΝΟΜΟΛΟΓΕΙΤΑΙ bbox=[1052, 147, 1552, 188]
tsaros2-subtitle: ΚΑΙ Η ΑΔΡΙΑΝΟΥΠΟΛΙΣ bbox=[614, 961, 768, 977]
prov-sub3: ΓΕΝΙΚΟΙ ΠΡΟΒΙΒΑΣΜΟΙ bbox=[618, 1703, 764, 1718]
date-row bbox=[95, 181, 323, 222]
nikla-ad bbox=[1042, 1740, 1562, 2060]
exchange-sub: ΕΚΤΟΥ ΓΡΑΦΕΙΟΥ Ι. ΦΩΤΙΟΥ bbox=[134, 361, 284, 373]
currency-name: Τουρκίας bbox=[95, 901, 144, 917]
mid-text-b: ἡ ὁδὸς εἰς τὴν ἐπὶ τῆς ὁδοῦ Ξέας οἰκίᾳ τοῦ ἐν Πειραιεῖ πεζοῦ ἐν μέσῳ ὁδῷ συγκεντρώσει τῆς καρδίας ἕνεκα νόσου. bbox=[1308, 690, 1562, 728]
